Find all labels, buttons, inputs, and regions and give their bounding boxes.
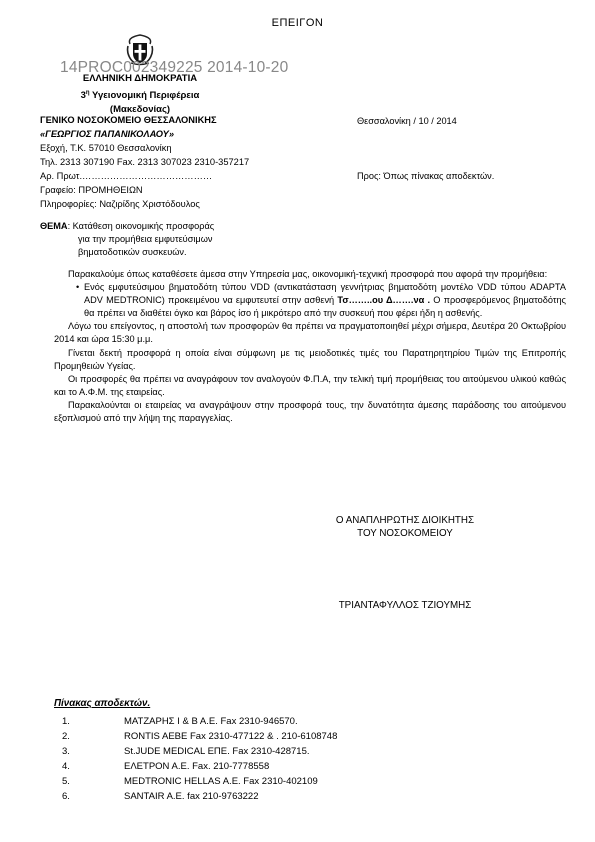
paragraph-deadline: Λόγω του επείγοντος, η αποστολή των προσφορών θα πρέπει να πραγματοποιηθεί μέχρι σήμερα, Δευτέρα 20 Οκτωβρίου 2014 και ώρα 15:30 μ.μ. bbox=[54, 321, 566, 345]
hospital-name-2: «ΓΕΩΡΓΙΟΣ ΠΑΠΑΝΙΚΟΛΑΟΥ» bbox=[40, 129, 175, 139]
place-date: Θεσσαλονίκη / 10 / 2014 bbox=[357, 116, 457, 126]
paragraph-request: Παρακαλούμε όπως καταθέσετε άμεσα στην Υπηρεσία μας, οικονομική-τεχνική προσφορά που αφορά την προμήθεια: bbox=[68, 269, 548, 279]
bullet-item bbox=[54, 281, 566, 320]
subject-line-3: βηματοδοτικών συσκευών. bbox=[78, 247, 187, 257]
list-item bbox=[54, 714, 337, 729]
issuer-block bbox=[60, 72, 220, 117]
hospital-name: ΓΕΝΙΚΟ ΝΟΣΟΚΟΜΕΙΟ ΘΕΣΣΑΛΟΝΙΚΗΣ bbox=[40, 115, 217, 125]
issuer-region-number: 3 bbox=[80, 90, 86, 102]
list-item bbox=[54, 759, 337, 774]
bullet-text-a: Ενός εμφυτεύσιμου βηματοδότη τύπου VDD (αντικατάσταση γεννήτριας βηματοδότη μοντέλο VDD τύπου ADAPTA ADV MEDTRONIC) προκειμένου να εμφυτευτεί στην ασθενή bbox=[84, 282, 566, 306]
recipient-text: SANTAIR A.E. fax 210-9763222 bbox=[124, 791, 259, 802]
protocol-number: Αρ. Πρωτ.…………………………………… bbox=[40, 171, 213, 181]
signature-title bbox=[300, 514, 510, 540]
signature-title-2: ΤΟΥ ΝΟΣΟΚΟΜΕΙΟΥ bbox=[357, 528, 453, 539]
hospital-phone: Τηλ. 2313 307190 Fax. 2313 307023 2310-357217 bbox=[40, 157, 250, 167]
recipient-text: ΜΑΤΖΑΡΗΣ Ι & Β Α.Ε. Fax 2310-946570. bbox=[124, 716, 298, 727]
hospital-block bbox=[40, 113, 249, 211]
signatory-name: ΤΡΙΑΝΤΑΦΥΛΛΟΣ ΤΖΙΟΥΜΗΣ bbox=[338, 600, 472, 611]
info-line: Πληροφορίες: Ναζιρίδης Χριστόδουλος bbox=[40, 199, 200, 209]
recipient-number: 4. bbox=[62, 761, 70, 772]
paragraph-delivery: Παρακαλούνται οι εταιρείας να αναγράψουν στην προσφορά τους, την δυνατότητα άμεσης παράδοσης του αιτούμενου εξοπλισμού από την λήψη της παραγγελίας. bbox=[54, 399, 566, 424]
recipients-list bbox=[54, 714, 337, 804]
issuer-region bbox=[60, 86, 220, 103]
subject-label: ΘΕΜΑ bbox=[40, 221, 68, 231]
signature-title-1: Ο ΑΝΑΠΛΗΡΩΤΗΣ ΔΙΟΙΚΗΤΗΣ bbox=[335, 515, 475, 526]
list-item bbox=[54, 729, 337, 744]
subject-block bbox=[40, 220, 214, 259]
issuer-region-name: Υγειονομική Περιφέρεια bbox=[89, 90, 200, 102]
bullet-dot: • bbox=[76, 282, 80, 293]
recipient-number: 3. bbox=[62, 746, 70, 757]
digital-signature-watermark: 14PROC002349225 2014-10-20 bbox=[60, 59, 289, 76]
list-item bbox=[54, 789, 337, 804]
issuer-macedonia: (Μακεδονίας) bbox=[109, 104, 171, 116]
paragraph-price-observatory: Γίνεται δεκτή προσφορά η οποία είναι σύμφωνη με τις μειοδοτικές τιμές του Παρατηρητηρίου Τιμών της Επιτροπής Προμηθειών Υγείας. bbox=[54, 347, 566, 371]
recipient-text: St.JUDE MEDICAL ΕΠΕ. Fax 2310-428715. bbox=[124, 746, 310, 757]
list-item bbox=[54, 744, 337, 759]
subject-text-1: : Κατάθεση οικονομικής προσφοράς bbox=[67, 221, 215, 231]
recipients-heading: Πίνακας αποδεκτών. bbox=[54, 698, 151, 709]
hospital-address: Εξοχή, Τ.Κ. 57010 Θεσσαλονίκη bbox=[40, 143, 172, 153]
recipient-text: MEDTRONIC HELLAS A.E. Fax 2310-402109 bbox=[124, 776, 318, 787]
subject-line-2: για την προμήθεια εμφυτεύσιμων bbox=[78, 234, 213, 244]
patient-name: Τσ……..ου Δ…….να . bbox=[337, 295, 431, 306]
recipient-text: ΕΛΕΤΡΟΝ Α.Ε. Fax. 210-7778558 bbox=[124, 761, 270, 772]
urgent-heading: ΕΠΕΙΓΟΝ bbox=[271, 17, 324, 29]
recipient-text: RONTIS AEBE Fax 2310-477122 & . 210-6108748 bbox=[124, 731, 338, 742]
issuer-region-superscript: η bbox=[85, 90, 90, 96]
letter-body bbox=[54, 268, 566, 425]
bullet-text-b: Ο προσφερόμενος βηματοδότης θα πρέπει να διαθέτει όγκο και βάρος ίσο ή μικρότερο από την συσκευή που φέρει ήδη η ασθενής. bbox=[84, 295, 566, 319]
issuer-country: ΕΛΛΗΝΙΚΗ ΔΗΜΟΚΡΑΤΙΑ bbox=[82, 73, 198, 84]
recipient-number: 1. bbox=[62, 716, 70, 727]
paragraph-vat: Οι προσφορές θα πρέπει να αναγράφουν τον αναλογούν Φ.Π.Α, την τελική τιμή προμήθειας του αιτούμενου υλικού καθώς και το Α.Φ.Μ. της εταιρείας. bbox=[54, 373, 566, 397]
recipient-number: 5. bbox=[62, 776, 70, 787]
addressee: Προς: Όπως πίνακας αποδεκτών. bbox=[357, 171, 495, 181]
office-line: Γραφείο: ΠΡΟΜΗΘΕΙΩΝ bbox=[40, 185, 143, 195]
recipient-number: 2. bbox=[62, 731, 70, 742]
subject-line-1 bbox=[40, 220, 214, 233]
list-item bbox=[54, 774, 337, 789]
recipient-number: 6. bbox=[62, 791, 70, 802]
